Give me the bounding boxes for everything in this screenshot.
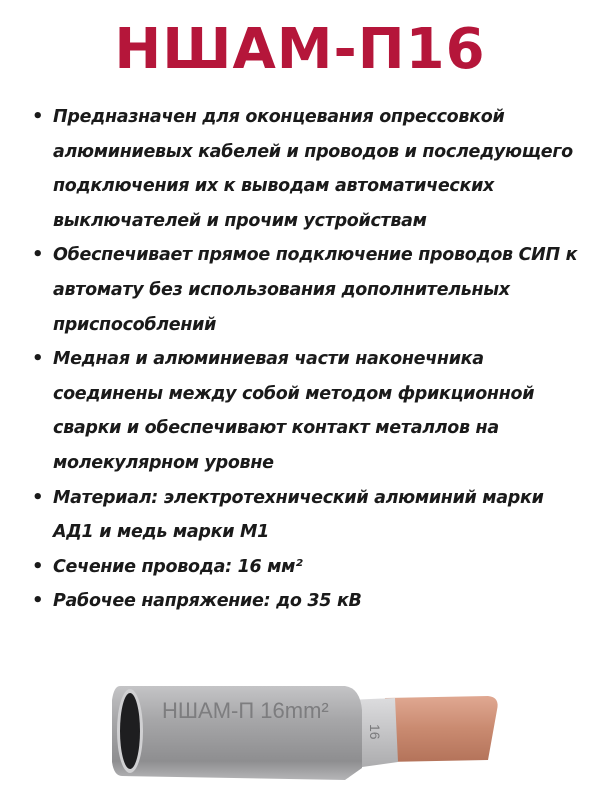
feature-item: [28, 481, 588, 550]
bullet-icon: •: [32, 486, 44, 508]
copper-tab: [385, 696, 498, 762]
feature-item: [28, 550, 588, 585]
feature-text: Предназначен для оконцевания опрессовкой алюминиевых кабелей и проводов и последующего подключения их к выводам автоматических выключателей и прочим устройствам: [53, 107, 573, 231]
bullet-icon: •: [32, 590, 44, 612]
feature-text: Материал: электротехнический алюминий марки АД1 и медь марки М1: [53, 487, 544, 543]
bullet-icon: •: [32, 106, 44, 127]
feature-item: [28, 584, 588, 619]
product-title: НШАМ-П16: [114, 17, 486, 82]
feature-item: [28, 238, 588, 342]
product-photo: [100, 660, 500, 790]
feature-text: Рабочее напряжение: до 35 кВ: [53, 591, 362, 612]
barrel-marking: НШАМ-П 16mm²: [162, 698, 329, 723]
feature-item: [28, 342, 588, 480]
feature-item: [28, 100, 588, 238]
bullet-icon: •: [32, 348, 44, 370]
tab-marking: 16: [367, 724, 383, 740]
feature-text: Медная и алюминиевая части наконечника соединены между собой методом фрикционной сварки и обеспечивают контакт металлов на молекулярном уровне: [53, 349, 535, 473]
feature-list: [28, 100, 588, 619]
bullet-icon: •: [32, 244, 44, 266]
feature-text: Обеспечивает прямое подключение проводов СИП к автомату без использования дополнительных приспособлений: [53, 245, 578, 335]
bullet-icon: •: [32, 555, 44, 577]
feature-text: Сечение провода: 16 мм²: [53, 556, 303, 577]
